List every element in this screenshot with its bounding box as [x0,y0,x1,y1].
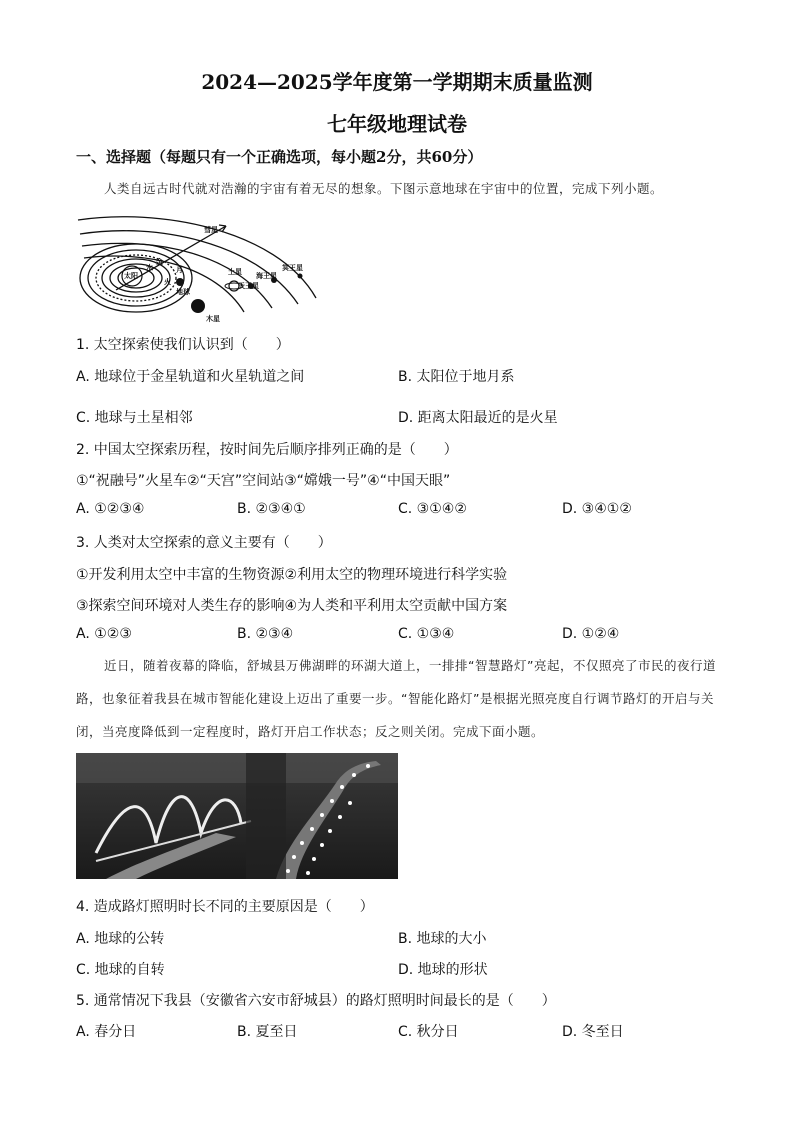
solar-system-diagram [76,208,326,326]
label-moon: 月 [176,266,183,274]
question-4-option-b: B. 地球的大小 [398,931,487,947]
question-4-stem: 4. 造成路灯照明时长不同的主要原因是（ ） [76,899,374,915]
exam-subtitle: 七年级地理试卷 [327,112,467,136]
question-1-option-d: D. 距离太阳最近的是火星 [398,410,558,426]
question-3-option-c: C. ①③④ [398,626,455,642]
question-5-option-c: C. 秋分日 [398,1024,459,1040]
question-1-option-b: B. 太阳位于地月系 [398,369,515,385]
question-2-items: ①“祝融号”火星车②“天宫”空间站③“嫦娥一号”④“中国天眼” [76,473,451,489]
question-3-option-d: D. ①②④ [562,626,620,642]
earth-marker [176,278,184,286]
question-5-option-b: B. 夏至日 [237,1024,298,1040]
question-1-option-a: A. 地球位于金星轨道和火星轨道之间 [76,369,305,385]
label-mars: 火 [164,278,171,286]
question-2-option-d: D. ③④①② [562,501,632,517]
question-4-option-a: A. 地球的公转 [76,931,165,947]
question-1-option-c: C. 地球与土星相邻 [76,410,193,426]
label-saturn: 土星 [228,268,242,276]
label-mercury: 水 [146,264,153,272]
question-3-option-b: B. ②③④ [237,626,294,642]
label-earth: 地球 [176,288,190,296]
label-venus: 金 [156,258,163,266]
material-paragraph-2 [76,649,716,748]
jupiter-marker [191,299,205,313]
street-light-photo-art [76,753,398,879]
label-uranus: 天王星 [238,282,259,290]
question-2-stem: 2. 中国太空探索历程，按时间先后顺序排列正确的是（ ） [76,442,458,458]
material-text-2: 近日，随着夜幕的降临，舒城县万佛湖畔的环湖大道上，一排排“智慧路灯”亮起，不仅照亮了市民的夜行道路，也象征着我县在城市智能化建设上迈出了重要一步。“智能化路灯”是根据光照亮度自行调节路灯的开启与关闭，当亮度降低到一定程度时，路灯开启工作状态；反之则关闭。完成下面小题。 [76,658,716,739]
question-4-option-c: C. 地球的自转 [76,962,165,978]
label-pluto: 冥王星 [282,264,303,272]
question-4-option-d: D. 地球的形状 [398,962,488,978]
material-text-1: 人类自远古时代就对浩瀚的宇宙有着无尽的想象。下图示意地球在宇宙中的位置，完成下列小题。 [104,181,664,196]
question-1-stem: 1. 太空探索使我们认识到（ ） [76,337,290,353]
label-neptune: 海王星 [256,272,277,280]
question-2-option-b: B. ②③④① [237,501,306,517]
section-heading: 一、选择题（每题只有一个正确选项，每小题2分，共60分） [76,148,483,166]
question-5-option-d: D. 冬至日 [562,1024,624,1040]
question-2-option-a: A. ①②③④ [76,501,145,517]
question-3-items-2: ③探索空间环境对人类生存的影响④为人类和平利用太空贡献中国方案 [76,598,508,614]
exam-title: 2024—2025学年度第一学期期末质量监测 [201,70,593,94]
question-3-items-1: ①开发利用太空中丰富的生物资源②利用太空的物理环境进行科学实验 [76,567,508,583]
pluto-marker [298,274,303,279]
label-sun: 太阳 [124,272,138,280]
question-3-option-a: A. ①②③ [76,626,132,642]
question-3-stem: 3. 人类对太空探索的意义主要有（ ） [76,535,332,551]
question-5-option-a: A. 春分日 [76,1024,137,1040]
question-5-stem: 5. 通常情况下我县（安徽省六安市舒城县）的路灯照明时间最长的是（ ） [76,993,556,1009]
street-light-photo [76,753,398,879]
question-2-option-c: C. ③①④② [398,501,467,517]
material-paragraph-1 [76,172,716,205]
label-jupiter: 木星 [206,315,220,323]
label-comet: 彗星 [204,226,218,234]
